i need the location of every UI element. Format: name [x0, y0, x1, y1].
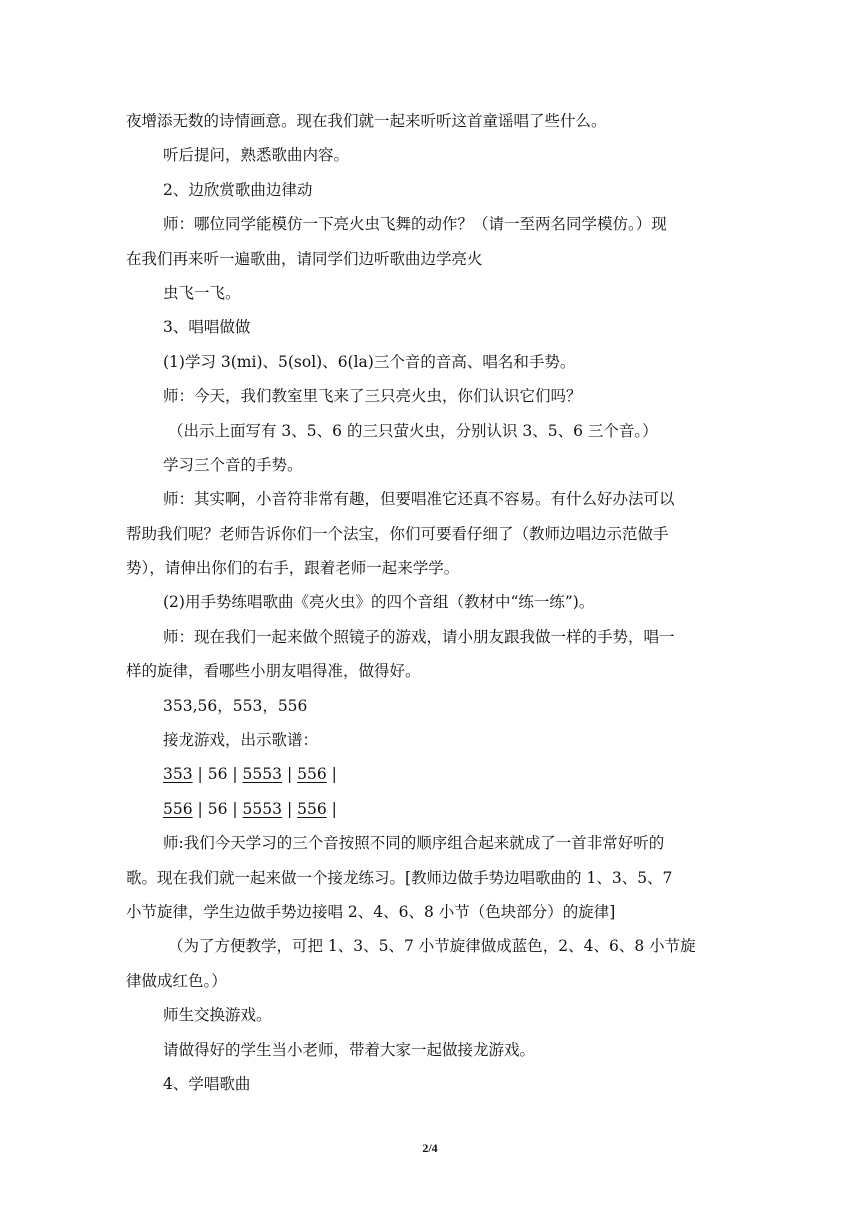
text-line: 请做得好的学生当小老师，带着大家一起做接龙游戏。: [163, 1040, 536, 1059]
text-line: 帮助我们呢？老师告诉你们一个法宝，你们可要看仔细了（教师边唱边示范做手: [126, 524, 669, 543]
bar-line: |: [232, 799, 238, 818]
score-row: [126, 792, 740, 826]
text-line: 师：今天，我们教室里飞来了三只亮火虫，你们认识它们吗？: [163, 387, 582, 406]
text-line: 律做成红色。）: [126, 971, 227, 990]
text-line: 在我们再来听一遍歌曲，请同学们边听歌曲边学亮火: [126, 249, 483, 268]
text-line: 师:我们今天学习的三个音按照不同的顺序组合起来就成了一首非常好听的: [163, 834, 665, 853]
bar-line: |: [331, 765, 337, 784]
page-number: 2/4: [422, 1141, 438, 1155]
bar-line: |: [197, 799, 203, 818]
text-line: 接龙游戏，出示歌谱：: [163, 731, 319, 750]
text-line: 师：其实啊，小音符非常有趣，但要唱准它还真不容易。有什么好办法可以: [163, 490, 675, 509]
score-note-group: 556: [297, 765, 327, 784]
score-note-group: 353: [163, 765, 193, 784]
score-note-group: 556: [163, 799, 193, 818]
text-line: 师生交换游戏。: [163, 1006, 272, 1025]
text-line: （出示上面写有 3、5、6 的三只萤火虫，分别认识 3、5、6 三个音。）: [168, 421, 658, 440]
text-line: 虫飞一飞。: [163, 283, 241, 302]
text-line: 师：现在我们一起来做个照镜子的游戏，请小朋友跟我做一样的手势，唱一: [163, 627, 675, 646]
text-line: 听后提问，熟悉歌曲内容。: [163, 146, 350, 165]
text-line: 样的旋律，看哪些小朋友唱得准，做得好。: [126, 662, 421, 681]
text-line: 小节旋律，学生边做手势边接唱 2、4、6、8 小节（色块部分）的旋律]: [126, 902, 616, 921]
bar-line: |: [286, 765, 293, 784]
bar-line: |: [232, 765, 238, 784]
bar-line: |: [286, 799, 293, 818]
bar-line: |: [197, 765, 203, 784]
score-note-group: 5553: [242, 799, 282, 818]
text-line: 势），请伸出你们的右手，跟着老师一起来学学。: [126, 559, 460, 578]
section-heading: 3、唱唱做做: [163, 318, 251, 337]
text-line: 夜增添无数的诗情画意。现在我们就一起来听听这首童谣唱了些什么。: [126, 112, 607, 130]
score-note-group: 5553: [242, 765, 282, 784]
section-heading: 2、边欣赏歌曲边律动: [163, 180, 313, 199]
section-heading: 4、学唱歌曲: [163, 1074, 251, 1093]
score-note-group: 56: [207, 765, 228, 784]
score-note-group: 56: [207, 799, 228, 818]
bar-line: |: [331, 799, 337, 818]
text-line: 学习三个音的手势。: [163, 455, 303, 474]
text-line: （为了方便教学，可把 1、3、5、7 小节旋律做成蓝色，2、4、6、8 小节旋: [168, 937, 696, 956]
text-line: 师：哪位同学能模仿一下亮火虫飞舞的动作？（请一至两名同学模仿。）现: [163, 215, 667, 234]
text-line: 353,56，553，556: [163, 696, 308, 715]
score-row: [126, 757, 740, 791]
document-body: [126, 104, 740, 1101]
score-note-group: 556: [297, 799, 327, 818]
text-line: (2)用手势练唱歌曲《亮火虫》的四个音组（教材中“练一练”)。: [163, 593, 595, 612]
text-line: (1)学习 3(mi)、5(sol)、6(la)三个音的音高、唱名和手势。: [163, 352, 576, 371]
text-line: 歌。现在我们就一起来做一个接龙练习。[教师边做手势边唱歌曲的 1、3、5、7: [126, 868, 673, 887]
